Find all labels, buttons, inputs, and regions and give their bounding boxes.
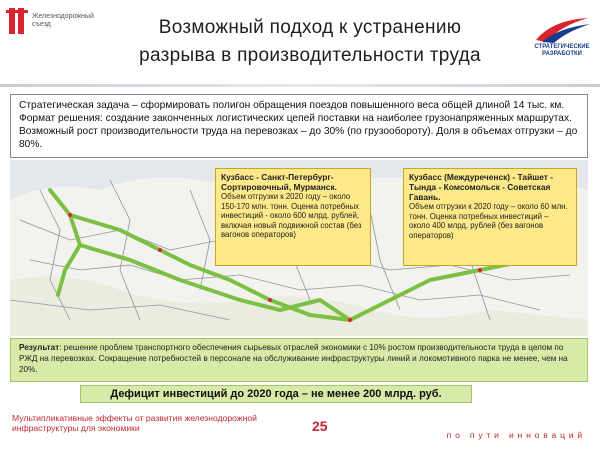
callout-2-heading: Кузбасс (Междуреченск) - Тайшет - Тында - Комсомольск - Советская Гавань. xyxy=(409,172,553,202)
callout-1-body: Объем отгрузки к 2020 году – около 150-170 млн. тонн. Оценка потребных инвестиций - около 600 млрд. рублей, включая новый подвижной состав (без вагонов операторов) xyxy=(221,192,362,240)
callout-1-heading: Кузбасс - Санкт-Петербург-Сортировочный, Мурманск. xyxy=(221,172,337,192)
slide-header xyxy=(0,0,600,88)
logo-text: Железнодорожный съезд xyxy=(32,13,94,28)
title-line-1: Возможный подход к устранению xyxy=(158,17,462,38)
rzd-logo-icon xyxy=(6,8,28,34)
result-text: : решение проблем транспортного обеспечения сырьевых отраслей экономики с 10% ростом производительности труда в целом по РЖД на перевозках. Сокращение потребностей в персонале на обслуживание инфраструктуры линий и локомотивного парка не менее, чем на 20%. xyxy=(19,343,568,374)
callout-2-body: Объем отгрузки к 2020 году – около 60 млн. тонн. Оценка потребных инвестиций – около 400 млрд. рублей (без вагонов операторов) xyxy=(409,202,568,240)
callout-kuzbass-sovgavan xyxy=(403,168,577,266)
title-line-2: разрыва в производительности труда xyxy=(139,45,481,66)
footer-slogan: по пути инноваций xyxy=(446,430,586,440)
rzd-logo xyxy=(6,8,102,34)
callout-kuzbass-spb xyxy=(215,168,371,266)
investment-deficit: Дефицит инвестиций до 2020 года – не менее 200 млрд. руб. xyxy=(80,385,472,403)
page-number: 25 xyxy=(312,418,328,434)
result-box xyxy=(10,338,588,382)
result-label: Результат xyxy=(19,343,60,352)
footer-caption: Мультипликативные эффекты от развития железнодорожной инфраструктуры для экономики xyxy=(12,413,257,433)
slide-title xyxy=(110,14,510,70)
strategic-task-box: Стратегическая задача – сформировать полигон обращения поездов повышенного веса общей длиной 14 тыс. км. Формат решения: создание законченных логистических цепей поставки на наиболее грузонапряженных маршрутах. Возможный рост производительности труда на перевозках – до 30% (по грузообороту). Доля в объемах отгрузки – до 80%. xyxy=(10,94,588,158)
strategic-logo xyxy=(532,14,592,64)
strategic-logo-text: СТРАТЕГИЧЕСКИЕ РАЗРАБОТКИ xyxy=(534,44,590,57)
strategic-logo-icon xyxy=(532,14,592,44)
header-divider xyxy=(0,84,600,87)
